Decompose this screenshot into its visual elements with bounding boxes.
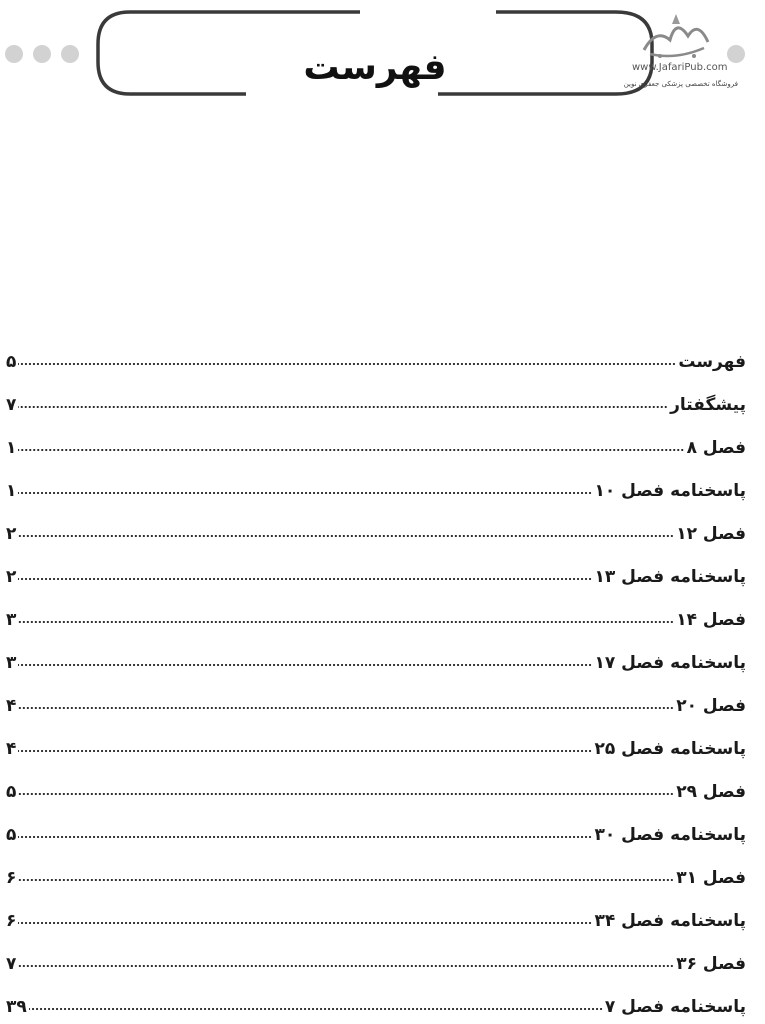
publisher-logo [618, 10, 743, 100]
toc-leader-dots [18, 748, 592, 754]
toc-entry[interactable] [6, 846, 746, 889]
toc-leader-dots [18, 662, 592, 668]
toc-entry[interactable] [6, 588, 746, 631]
decor-dot [61, 45, 79, 63]
toc-entry-title: پاسخنامه فصل ۱۷ [594, 653, 746, 673]
toc-entry[interactable] [6, 502, 746, 545]
toc-leader-dots [18, 920, 592, 926]
toc-entry[interactable] [6, 545, 746, 588]
toc-entry-page: ۷ [6, 954, 17, 974]
toc-leader-dots [18, 490, 592, 496]
toc-leader-dots [18, 963, 674, 969]
page-title: فهرست [303, 47, 447, 88]
toc-entry[interactable] [6, 803, 746, 846]
toc-entry-page: ۵ [6, 825, 17, 845]
toc-entry-title: فصل ۱۴ [676, 610, 746, 630]
toc-leader-dots [18, 576, 592, 582]
toc-entry-page: ۳ [6, 653, 17, 673]
decor-dot [5, 45, 23, 63]
toc-entry-title: پاسخنامه فصل ۱۳ [594, 567, 746, 587]
toc-entry[interactable] [6, 717, 746, 760]
toc-entry-page: ۴ [6, 739, 17, 759]
toc-entry-page: ۶ [6, 868, 17, 888]
toc-entry-page: ۱ [6, 481, 17, 501]
toc-entry-title: پیشگفتار [670, 395, 746, 415]
toc-entry[interactable] [6, 631, 746, 674]
toc-entry[interactable] [6, 760, 746, 803]
table-of-contents [6, 330, 746, 1018]
toc-entry[interactable] [6, 330, 746, 373]
toc-entry-page: ۳۹ [6, 997, 27, 1017]
toc-leader-dots [18, 404, 668, 410]
toc-leader-dots [18, 619, 674, 625]
logo-mark-icon [636, 10, 716, 62]
toc-entry[interactable] [6, 373, 746, 416]
toc-entry-title: پاسخنامه فصل ۷ [604, 997, 746, 1017]
toc-entry-title: فصل ۸ [686, 438, 746, 458]
toc-leader-dots [29, 1006, 603, 1012]
toc-entry[interactable] [6, 416, 746, 459]
toc-entry[interactable] [6, 932, 746, 975]
toc-entry[interactable] [6, 889, 746, 932]
toc-entry-title: فصل ۲۹ [676, 782, 746, 802]
logo-url-text: www.JafariPub.com [632, 62, 728, 73]
toc-leader-dots [18, 834, 592, 840]
toc-entry-page: ۵ [6, 782, 17, 802]
toc-entry-title: پاسخنامه فصل ۱۰ [594, 481, 746, 501]
toc-entry-title: پاسخنامه فصل ۲۵ [594, 739, 746, 759]
toc-entry-page: ۲ [6, 524, 17, 544]
toc-leader-dots [18, 361, 676, 367]
toc-entry[interactable] [6, 459, 746, 502]
toc-leader-dots [18, 877, 674, 883]
toc-entry-title: فصل ۲۰ [676, 696, 746, 716]
toc-leader-dots [18, 705, 674, 711]
toc-leader-dots [18, 533, 674, 539]
toc-entry-title: فهرست [678, 352, 746, 372]
toc-entry-page: ۳ [6, 610, 17, 630]
toc-entry-page: ۵ [6, 352, 17, 372]
decor-dot [33, 45, 51, 63]
toc-entry-page: ۴ [6, 696, 17, 716]
toc-entry[interactable] [6, 975, 746, 1018]
toc-entry-page: ۱ [6, 438, 17, 458]
toc-entry-page: ۲ [6, 567, 17, 587]
toc-entry-page: ۶ [6, 911, 17, 931]
toc-entry-title: پاسخنامه فصل ۳۴ [594, 911, 746, 931]
toc-leader-dots [18, 447, 684, 453]
toc-leader-dots [18, 791, 674, 797]
toc-entry-title: فصل ۱۲ [676, 524, 746, 544]
toc-entry-title: پاسخنامه فصل ۳۰ [594, 825, 746, 845]
toc-entry-title: فصل ۳۶ [676, 954, 746, 974]
toc-entry[interactable] [6, 674, 746, 717]
toc-entry-page: ۷ [6, 395, 17, 415]
toc-entry-title: فصل ۳۱ [676, 868, 746, 888]
page-header [0, 0, 765, 110]
logo-tagline: فروشگاه تخصصی پزشکی جعفری نوین [623, 80, 738, 88]
